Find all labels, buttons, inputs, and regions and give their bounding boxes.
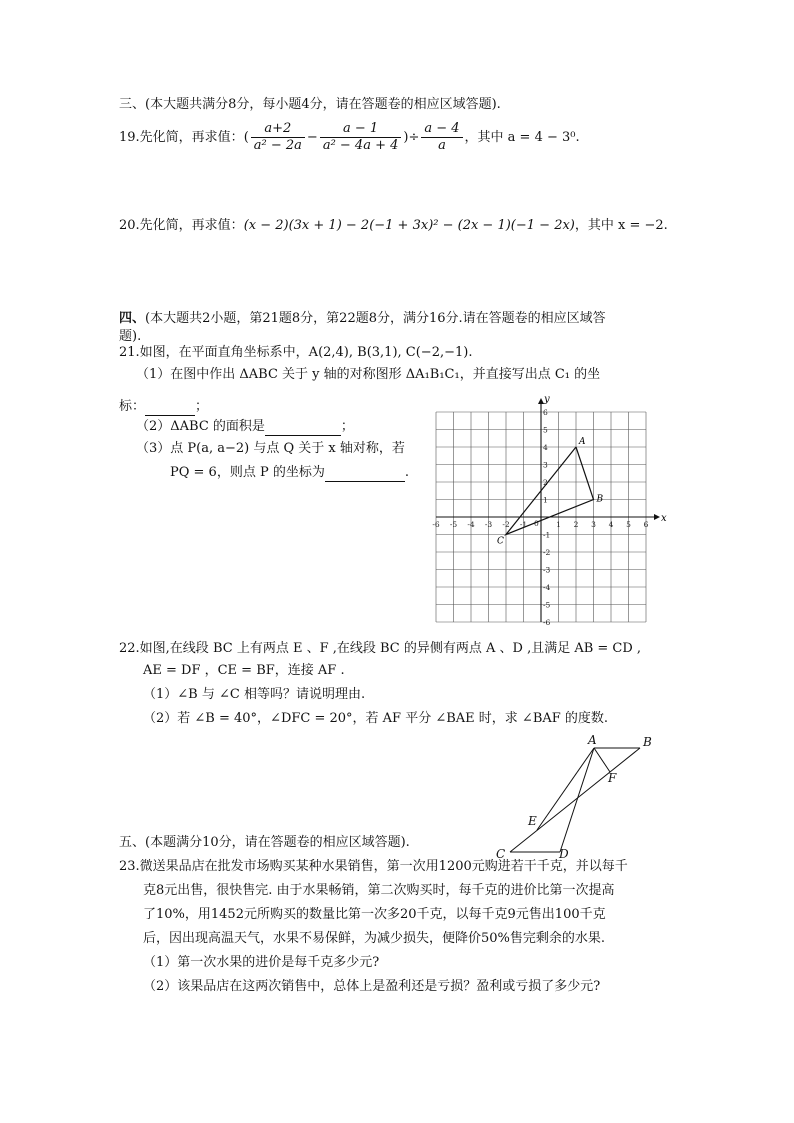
y-tick-label: -4	[543, 583, 551, 592]
x-tick-label: 2	[573, 520, 579, 529]
q19-prefix: 19.先化简，再求值：	[119, 130, 244, 145]
label-b: B	[643, 735, 652, 749]
segment-ae	[537, 748, 594, 830]
q19-suffix: ，其中 a = 4 − 3⁰.	[464, 130, 580, 145]
y-tick-label: 4	[543, 443, 548, 452]
y-axis-label: y	[544, 394, 550, 405]
label-d: D	[559, 847, 569, 861]
q21-line: 21.如图，在平面直角坐标系中，A(2,4), B(3,1), C(−2,−1).	[119, 345, 473, 360]
x-axis-arrow	[654, 514, 660, 520]
question-20	[119, 217, 668, 235]
x-tick-label: -2	[502, 520, 510, 529]
x-tick-label: 6	[643, 520, 649, 529]
section4-header-bold: 四、	[119, 311, 146, 326]
label-f: F	[608, 771, 617, 785]
parallelogram-figure	[490, 730, 670, 860]
segment-af	[594, 748, 610, 772]
x-tick-label: -1	[519, 520, 528, 529]
question-19: 19.先化简，再求值：( $\frac{a+2}{\text{a² − 2a}}$ − $\frac{a - 1}{\text{a² − 4a + 4}}$ )÷ $\frac{a - 4}{a}$ ，其中 a = 4 − 3⁰.	[119, 121, 580, 153]
y-tick-label: 1	[543, 495, 548, 505]
x-tick-label: -5	[449, 520, 458, 529]
q21-part2: （2）ΔABC 的面积是 ；	[136, 419, 354, 434]
axes	[436, 394, 667, 622]
section5-header: 五、(本题满分10分，请在答题卷的相应区域答题).	[119, 835, 410, 850]
q21-part3: （3）点 P(a, a−2) 与点 Q 关于 x 轴对称，若	[136, 441, 405, 456]
q21-part3b: PQ = 6，则点 P 的坐标为 .	[170, 465, 409, 480]
q20-expression: (x − 2)(3x + 1) − 2(−1 + 3x)² − (2x − 1)(−1 − 2x)	[243, 218, 575, 233]
q23-line4: 后，因出现高温天气，水果不易保鲜，为减少损失，便降价50%售完剩余的水果.	[143, 931, 606, 946]
point-label-a: A	[579, 437, 586, 447]
coordinate-grid-figure	[428, 392, 673, 627]
point-label-b: B	[596, 494, 604, 505]
x-tick-label: 3	[591, 520, 596, 529]
q22-part2: （2）若 ∠B = 40°，∠DFC = 20°，若 AF 平分 ∠BAE 时，求 ∠BAF 的度数.	[143, 711, 609, 726]
q20-prefix: 20.先化简，再求值：	[119, 218, 244, 233]
q23-part2: （2）该果品店在这两次销售中，总体上是盈利还是亏损？盈利或亏损了多少元?	[143, 979, 601, 994]
q21-part1-answer: 标： ；	[119, 399, 209, 414]
y-tick-label: 5	[543, 425, 548, 435]
q23-line3: 了10%，用1452元所购买的数量比第一次多20千克，以每千克9元售出100千克	[143, 907, 606, 922]
x-tick-label: 5	[626, 520, 631, 529]
q23-line1: 23.微送果品店在批发市场购买某种水果销售，第一次用1200元购进若干千克，并以每千	[119, 859, 628, 874]
x-tick-label: -4	[467, 520, 475, 529]
q22-part1: （1）∠B 与 ∠C 相等吗？请说明理由.	[143, 687, 366, 702]
segment-bc	[510, 748, 640, 852]
label-c: C	[496, 847, 506, 861]
x-tick-label: -6	[432, 520, 440, 529]
q19-fraction-3: $\frac{a - 4}{a}$	[421, 121, 462, 154]
x-tick-label: -3	[484, 520, 493, 529]
y-tick-label: -1	[543, 530, 551, 540]
point-label-c: C	[497, 536, 504, 547]
q23-part1: （1）第一次水果的进价是每千克多少元?	[143, 955, 380, 970]
y-tick-label: 3	[543, 460, 548, 470]
x-tick-label: 4	[608, 520, 614, 529]
q23-line2: 克8元出售，很快售完. 由于水果畅销，第二次购买时，每千克的进价比第一次提高	[143, 883, 615, 898]
q22-line2: AE = DF ，CE = BF，连接 AF .	[143, 663, 345, 678]
y-tick-label: -6	[543, 618, 551, 627]
x-tick-label: 1	[556, 520, 561, 529]
origin-label: 0	[534, 519, 539, 528]
segment-ad	[560, 748, 594, 852]
y-tick-label: 2	[543, 478, 548, 487]
y-tick-label: 6	[543, 408, 548, 417]
q22-line1: 22.如图,在线段 BC 上有两点 E 、F ,在线段 BC 的异侧有两点 A 、D ,且满足 AB = CD ,	[119, 641, 642, 656]
q20-suffix: ，其中 x = −2.	[574, 218, 668, 233]
answer-blank-p[interactable]	[325, 467, 405, 482]
y-tick-label: -2	[543, 548, 551, 557]
answer-blank-area[interactable]	[265, 421, 341, 436]
section3-header: 三、(本大题共满分8分，每小题4分，请在答题卷的相应区域答题).	[119, 97, 501, 112]
x-axis-label: x	[661, 513, 667, 524]
y-tick-label: -3	[543, 565, 551, 575]
q19-fraction-1: $\frac{a+2}{\text{a² − 2a}}$	[251, 121, 305, 154]
q19-fraction-2: $\frac{a - 1}{\text{a² − 4a + 4}}$	[320, 121, 402, 154]
section4-header	[119, 310, 606, 328]
answer-blank-c1[interactable]	[145, 401, 195, 416]
q21-part1: （1）在图中作出 ΔABC 关于 y 轴的对称图形 ΔA₁B₁C₁，并直接写出点 C₁ 的坐	[136, 367, 601, 382]
section4-header-line2: 题).	[119, 329, 142, 344]
label-a: A	[588, 733, 597, 747]
y-tick-label: -5	[543, 600, 551, 610]
section4-header-line1: (本大题共2小题，第21题8分，第22题8分，满分16分.请在答题卷的相应区域答	[145, 311, 606, 326]
label-e: E	[528, 814, 537, 828]
